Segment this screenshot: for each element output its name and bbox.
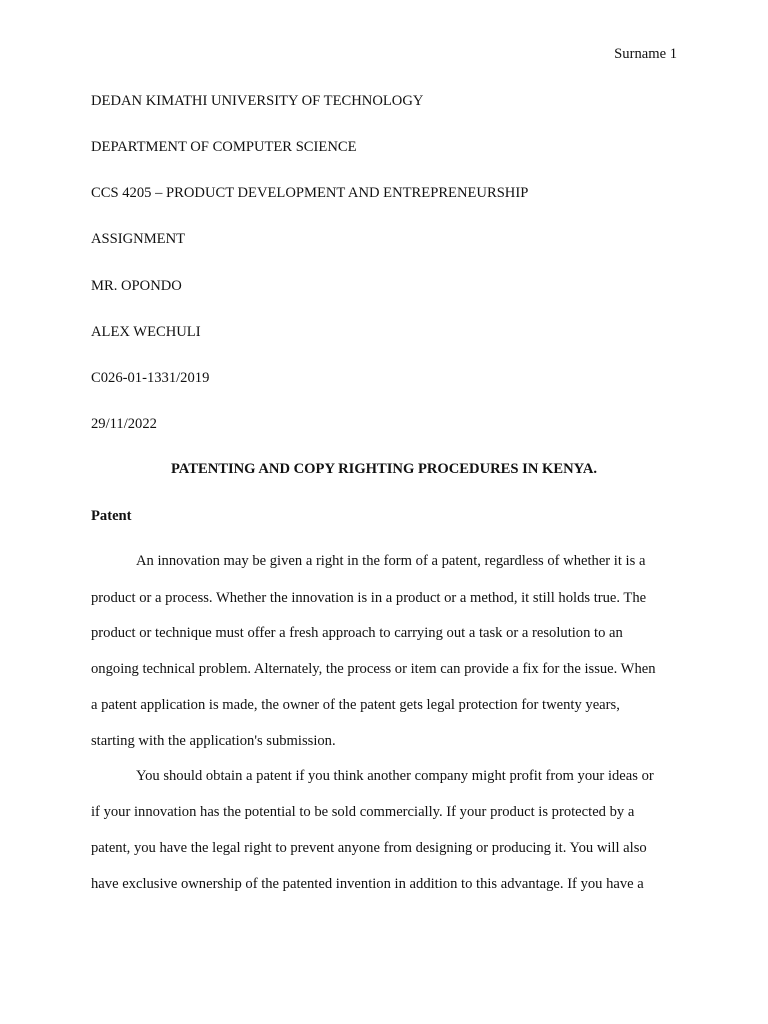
paragraph-line: if your innovation has the potential to be sold commercially. If your product is protected by a — [91, 804, 635, 820]
paragraph-line: ongoing technical problem. Alternately, the process or item can provide a fix for the issue. When — [91, 661, 656, 677]
registration-number: C026-01-1331/2019 — [91, 370, 210, 386]
paragraph-line: patent, you have the legal right to prevent anyone from designing or producing it. You will also — [91, 840, 647, 856]
paragraph-line: product or a process. Whether the innovation is in a product or a method, it still holds true. The — [91, 590, 647, 606]
document-title: PATENTING AND COPY RIGHTING PROCEDURES IN KENYA. — [170, 461, 598, 477]
assignment-label: ASSIGNMENT — [91, 231, 186, 247]
paragraph-line: You should obtain a patent if you think another company might profit from your ideas or — [136, 768, 654, 784]
running-head: Surname 1 — [614, 46, 677, 62]
paragraph-line: product or technique must offer a fresh approach to carrying out a task or a resolution to an — [91, 625, 623, 641]
university-name: DEDAN KIMATHI UNIVERSITY OF TECHNOLOGY — [91, 93, 424, 109]
student-name: ALEX WECHULI — [91, 324, 201, 340]
lecturer-name: MR. OPONDO — [91, 278, 182, 294]
paragraph-line: have exclusive ownership of the patented invention in addition to this advantage. If you have a — [91, 876, 644, 892]
submission-date: 29/11/2022 — [91, 416, 157, 432]
section-heading: Patent — [91, 508, 132, 524]
course-title: CCS 4205 – PRODUCT DEVELOPMENT AND ENTREPRENEURSHIP — [91, 185, 529, 201]
paragraph-line: a patent application is made, the owner of the patent gets legal protection for twenty years, — [91, 697, 620, 713]
paragraph-line: starting with the application's submission. — [91, 733, 336, 749]
paragraph-line: An innovation may be given a right in the form of a patent, regardless of whether it is a — [136, 553, 646, 569]
department-name: DEPARTMENT OF COMPUTER SCIENCE — [91, 139, 357, 155]
